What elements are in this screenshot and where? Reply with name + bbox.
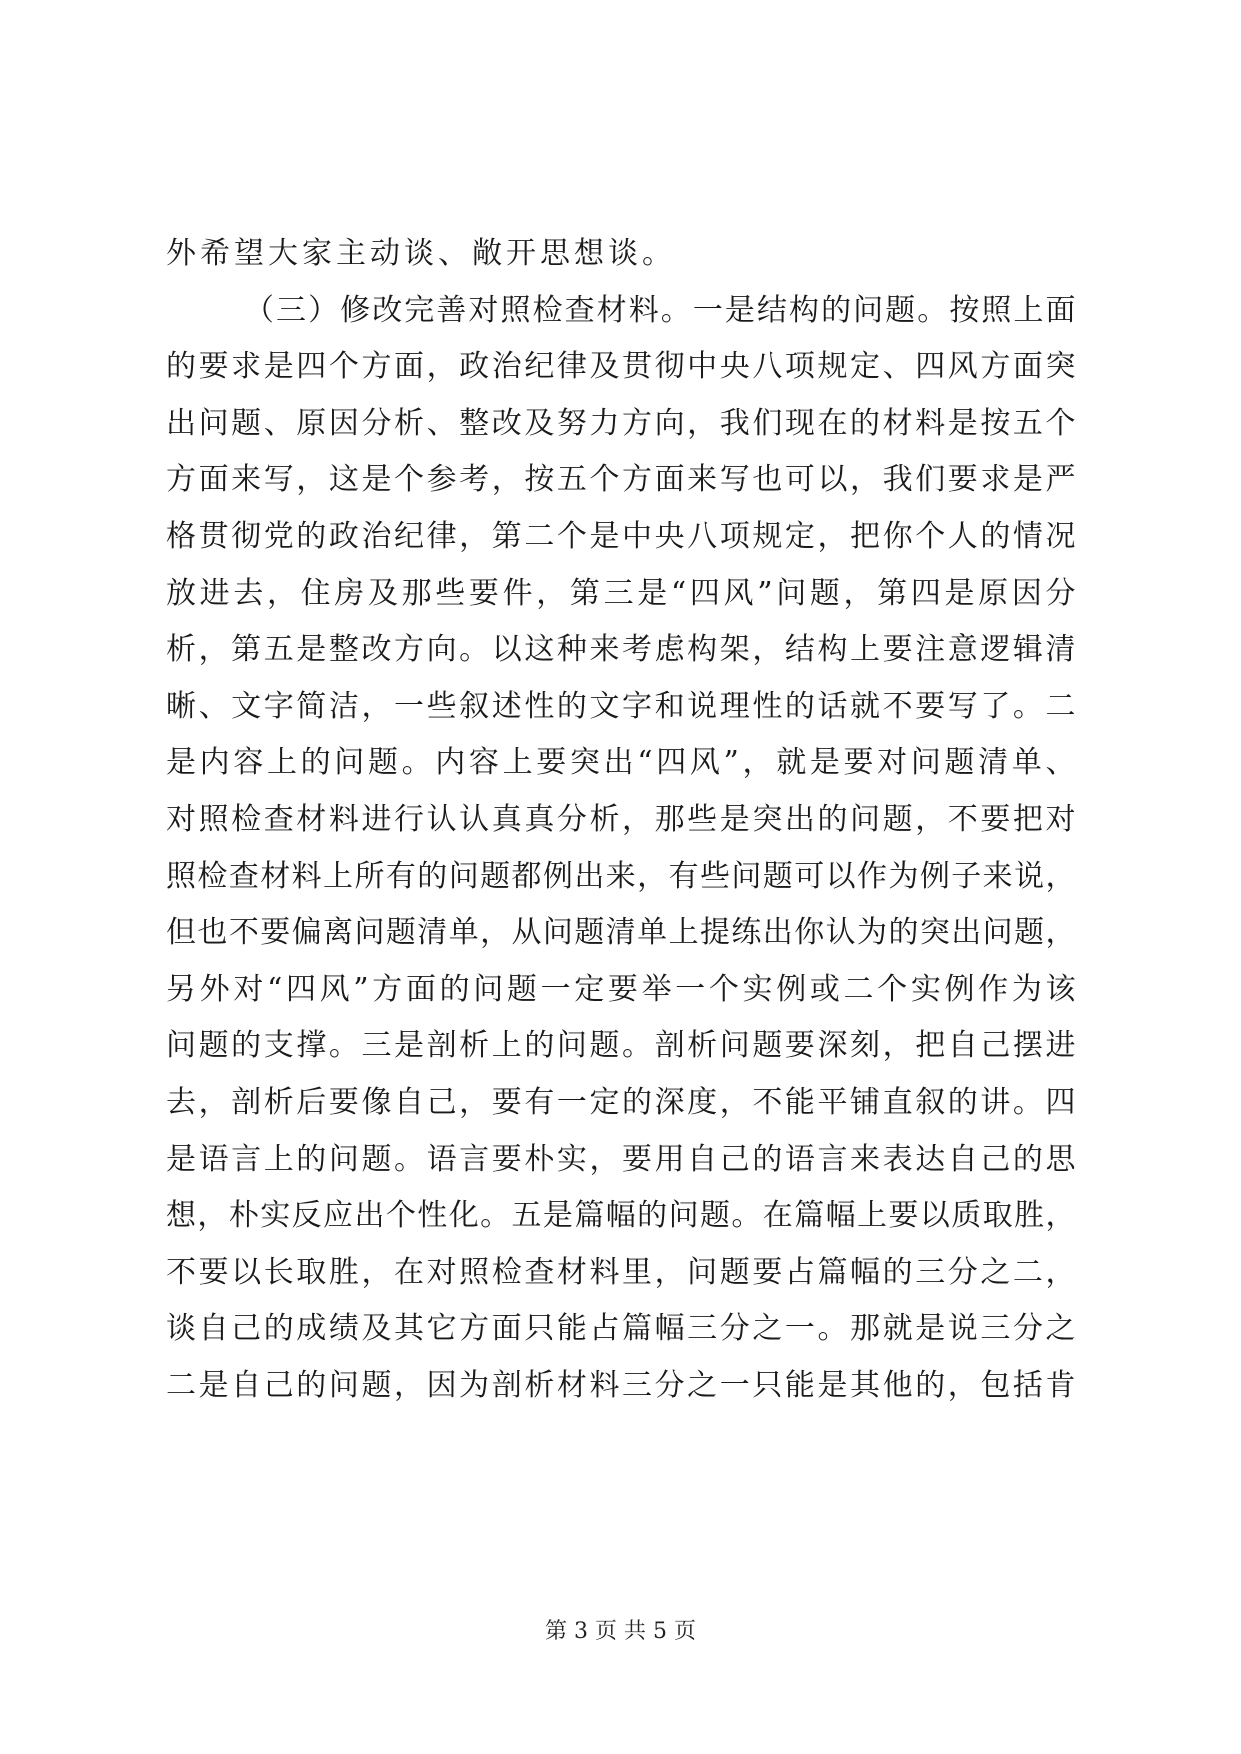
text-line: 不要以长取胜，在对照检查材料里，问题要占篇幅的三分之二，	[166, 1254, 1076, 1290]
text-line: 方面来写，这是个参考，按五个方面来写也可以，我们要求是严	[166, 462, 1076, 498]
text-line: （三）修改完善对照检查材料。一是结构的问题。按照上面	[244, 292, 1076, 328]
text-line: 去，剖析后要像自己，要有一定的深度，不能平铺直叙的讲。四	[166, 1084, 1076, 1120]
text-line: 是语言上的问题。语言要朴实，要用自己的语言来表达自己的思	[166, 1141, 1076, 1177]
text-line: 照检查材料上所有的问题都例出来，有些问题可以作为例子来说，	[166, 858, 1076, 894]
body-text	[166, 226, 1076, 1414]
text-line: 放进去，住房及那些要件，第三是“四风”问题，第四是原因分	[166, 575, 1076, 611]
text-line: 问题的支撑。三是剖析上的问题。剖析问题要深刻，把自己摆进	[166, 1028, 1076, 1064]
text-line: 谈自己的成绩及其它方面只能占篇幅三分之一。那就是说三分之	[166, 1311, 1076, 1347]
text-line: 但也不要偏离问题清单，从问题清单上提练出你认为的突出问题，	[166, 915, 1076, 951]
text-line: 的要求是四个方面，政治纪律及贯彻中央八项规定、四风方面突	[166, 349, 1076, 385]
text-line: 二是自己的问题，因为剖析材料三分之一只能是其他的，包括肯	[166, 1367, 1076, 1403]
text-line: 想，朴实反应出个性化。五是篇幅的问题。在篇幅上要以质取胜，	[166, 1198, 1076, 1234]
text-line: 对照检查材料进行认认真真分析，那些是突出的问题，不要把对	[166, 801, 1076, 837]
text-line: 另外对“四风”方面的问题一定要举一个实例或二个实例作为该	[166, 971, 1076, 1007]
page-number-footer: 第 3 页 共 5 页	[545, 1619, 696, 1644]
text-line: 是内容上的问题。内容上要突出“四风”，就是要对问题清单、	[166, 745, 1076, 781]
text-line: 出问题、原因分析、整改及努力方向，我们现在的材料是按五个	[166, 405, 1076, 441]
text-line: 晰、文字简洁，一些叙述性的文字和说理性的话就不要写了。二	[166, 688, 1076, 724]
text-line: 析，第五是整改方向。以这种来考虑构架，结构上要注意逻辑清	[166, 632, 1076, 668]
text-line: 格贯彻党的政治纪律，第二个是中央八项规定，把你个人的情况	[166, 518, 1076, 554]
text-line: 外希望大家主动谈、敞开思想谈。	[166, 236, 676, 271]
